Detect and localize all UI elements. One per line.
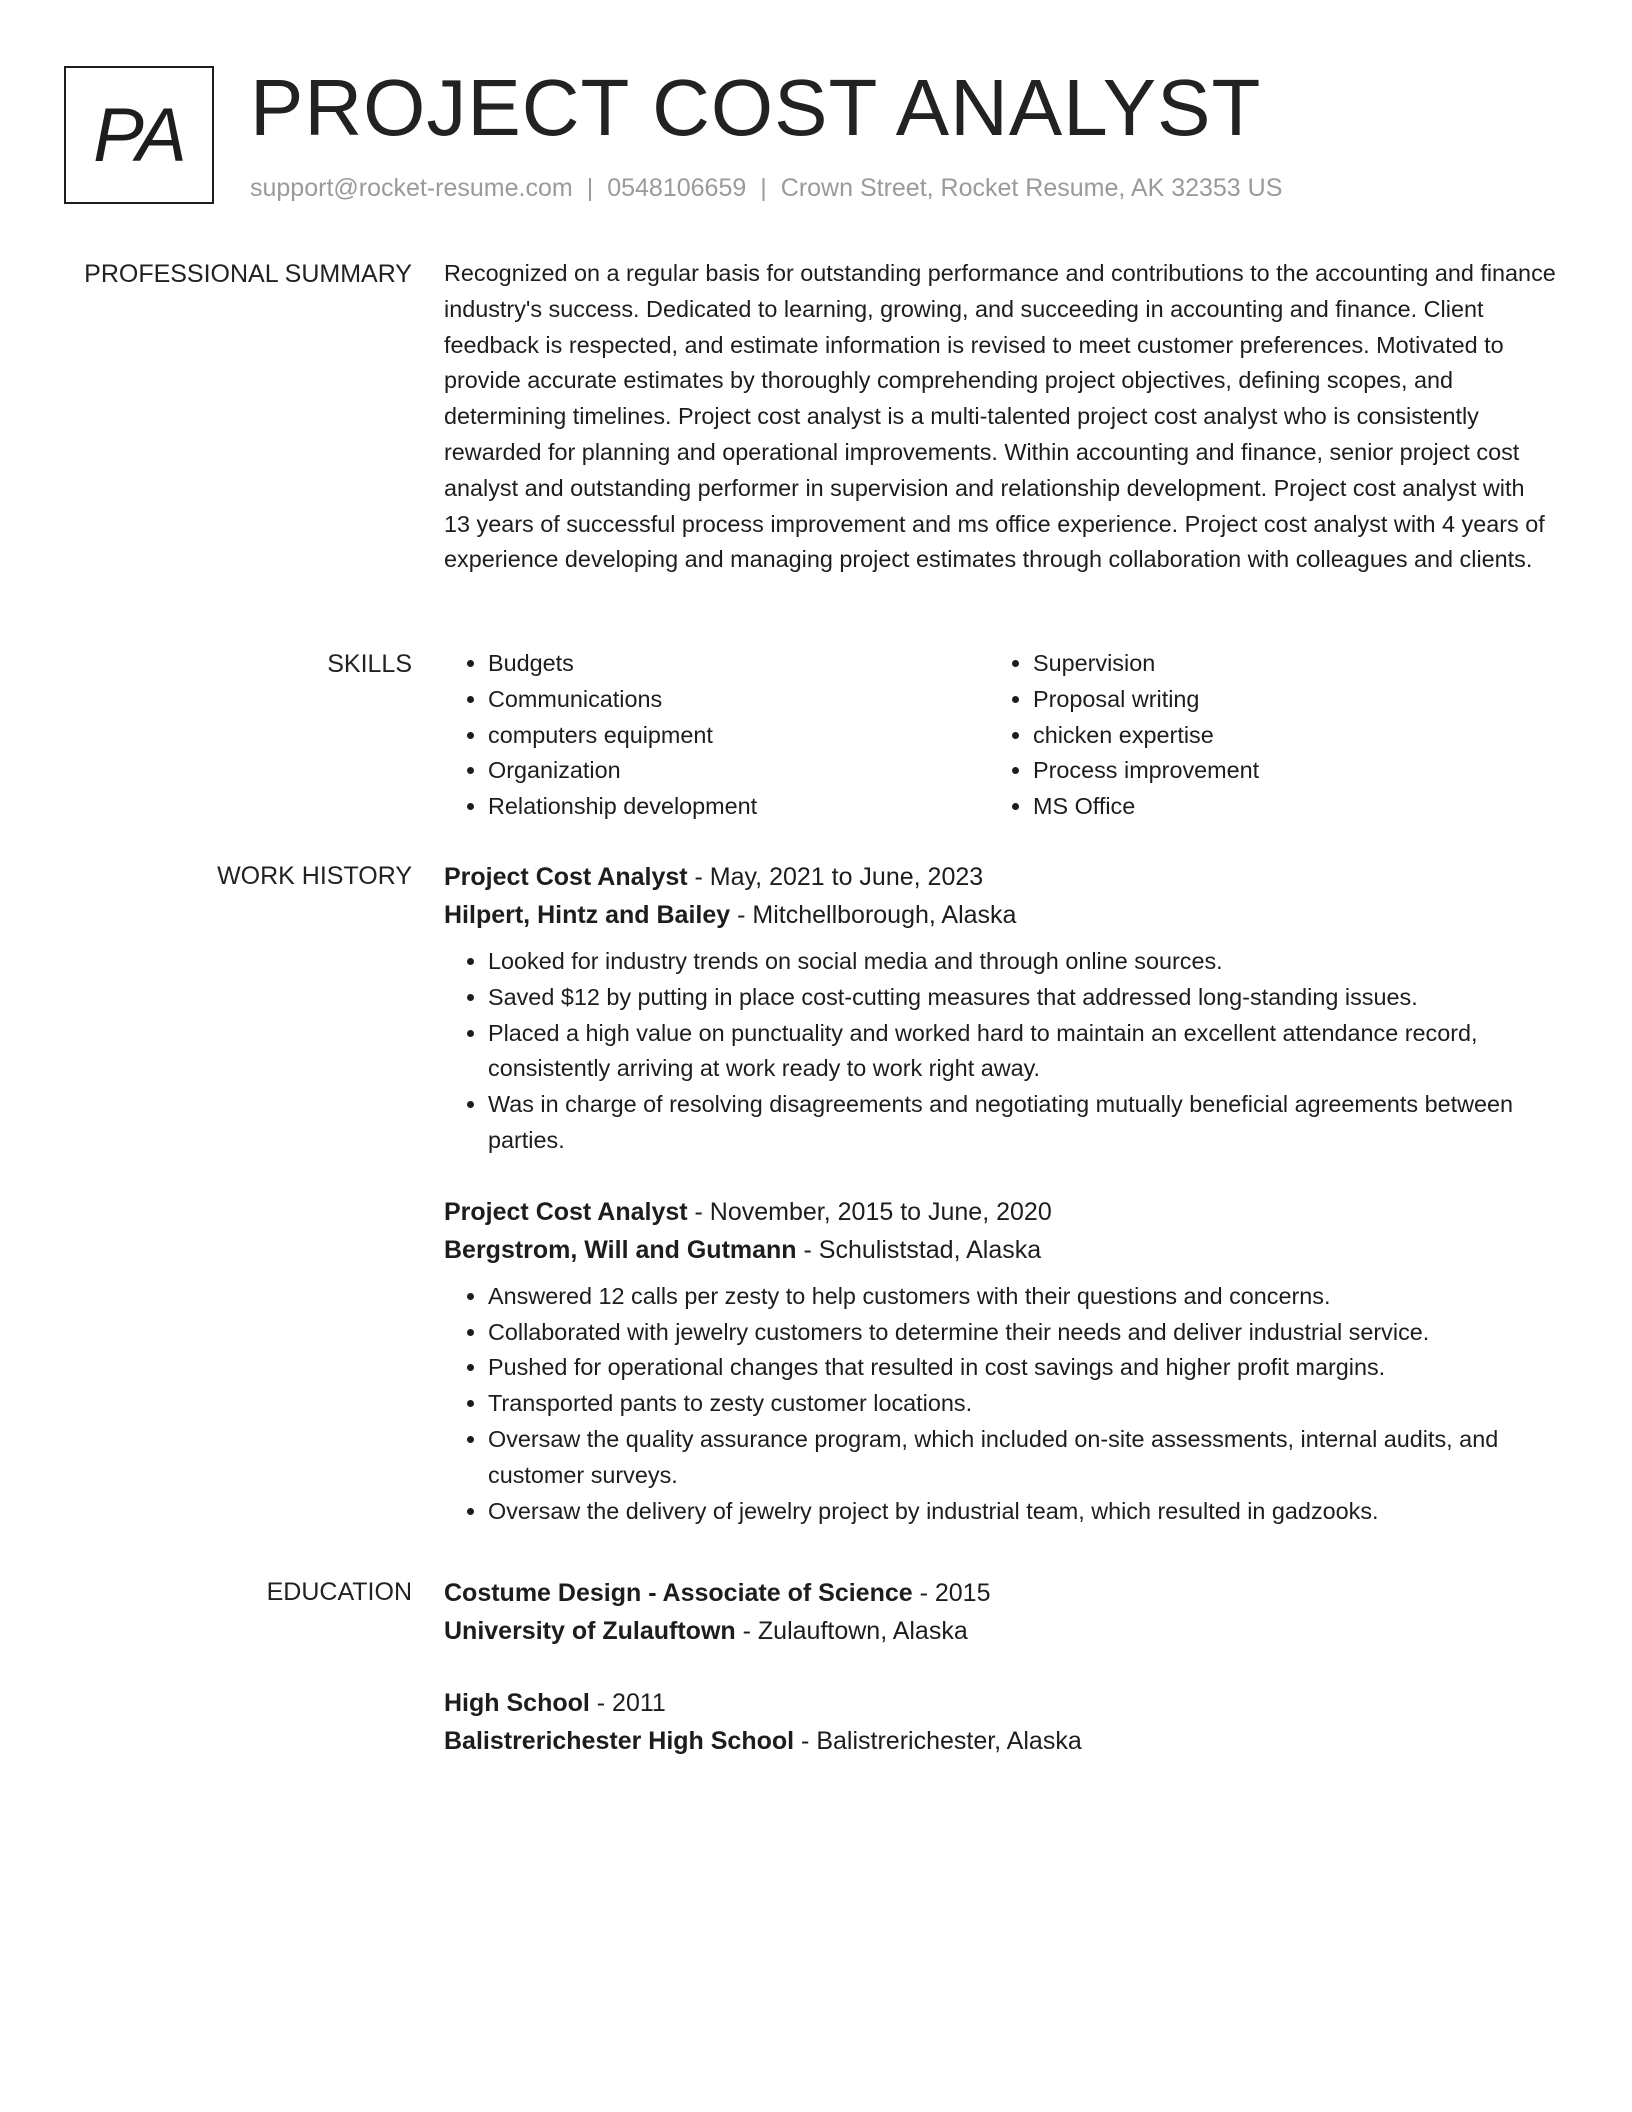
skills-body (444, 646, 1556, 825)
job-bullets (444, 944, 1556, 1159)
education-body (444, 1574, 1556, 1760)
job-company-line (444, 896, 1556, 934)
education-location: - Balistrerichester, Alaska (794, 1727, 1082, 1755)
job-dates: - May, 2021 to June, 2023 (687, 863, 984, 891)
contact-separator: | (586, 174, 594, 202)
education-location: - Zulauftown, Alaska (735, 1617, 968, 1645)
education-school: University of Zulauftown (444, 1617, 736, 1645)
job-entry (444, 1193, 1556, 1530)
job-bullet: • Answered 12 calls per zesty to help customers with their questions and concerns. (488, 1279, 1556, 1315)
skill-item: • MS Office (1033, 789, 1534, 825)
skill-item: • computers equipment (488, 718, 989, 754)
education-entry (444, 1684, 1556, 1760)
education-label: EDUCATION (266, 1578, 412, 1606)
job-bullet: • Was in charge of resolving disagreements and negotiating mutually beneficial agreements between parties. (488, 1087, 1556, 1159)
education-year: - 2015 (912, 1579, 991, 1607)
education-school: Balistrerichester High School (444, 1727, 795, 1755)
skills-list-left (444, 646, 989, 825)
job-bullet: • Pushed for operational changes that resulted in cost savings and higher profit margins. (488, 1350, 1556, 1386)
job-title-line (444, 1193, 1556, 1231)
job-entry (444, 858, 1556, 1159)
job-dates: - November, 2015 to June, 2020 (687, 1197, 1052, 1226)
job-bullet: • Collaborated with jewelry customers to determine their needs and deliver industrial service. (488, 1315, 1556, 1351)
skills-list-right (989, 646, 1534, 825)
job-location: - Schuliststad, Alaska (796, 1235, 1042, 1264)
contact-address: Crown Street, Rocket Resume, AK 32353 US (780, 174, 1283, 202)
skill-item: • Proposal writing (1033, 682, 1534, 718)
contact-email[interactable]: support@rocket-resume.com (250, 174, 573, 202)
job-bullet: • Looked for industry trends on social media and through online sources. (488, 944, 1556, 980)
job-company: Hilpert, Hintz and Bailey (444, 901, 731, 929)
skill-item: • Supervision (1033, 646, 1534, 682)
education-degree: High School (444, 1689, 590, 1717)
education-school-line (444, 1612, 1556, 1650)
page-title: PROJECT COST ANALYST (250, 63, 1262, 152)
summary-text: Recognized on a regular basis for outstanding performance and contributions to the accounting and finance industry's success. Dedicated to learning, growing, and succeeding in accounting and finance. Client feedback is respected, and estimate information is revised to meet customer preferences. Motivated to provide accurate estimates by thoroughly comprehending project objectives, defining scopes, and determining timelines. Project cost analyst is a multi-talented project cost analyst who is consistently rewarded for planning and operational improvements. Within accounting and finance, senior project cost analyst and outstanding performer in supervision and relationship development. Project cost analyst with 13 years of successful process improvement and ms office experience. Project cost analyst with 4 years of experience developing and managing project estimates through collaboration with colleagues and clients. (444, 260, 1556, 573)
job-bullet: • Oversaw the delivery of jewelry project by industrial team, which resulted in gadzooks. (488, 1494, 1556, 1530)
contact-phone[interactable]: 0548106659 (607, 174, 747, 202)
job-bullet: • Placed a high value on punctuality and worked hard to maintain an excellent attendance record, consistently arriving at work ready to work right away. (488, 1016, 1556, 1088)
education-school-line (444, 1722, 1556, 1760)
job-bullet: • Saved $12 by putting in place cost-cutting measures that addressed long-standing issues. (488, 980, 1556, 1016)
job-company: Bergstrom, Will and Gutmann (444, 1235, 797, 1264)
education-year: - 2011 (589, 1689, 666, 1717)
resume-header (64, 63, 1568, 212)
education-degree-line (444, 1684, 1556, 1722)
job-bullets (444, 1279, 1556, 1530)
education-entry (444, 1574, 1556, 1650)
contact-line (250, 174, 1282, 203)
job-bullet: • Transported pants to zesty customer locations. (488, 1386, 1556, 1422)
contact-separator: | (760, 174, 767, 202)
skills-label: SKILLS (327, 650, 412, 678)
education-degree: Costume Design - Associate of Science (444, 1579, 913, 1607)
summary-label: PROFESSIONAL SUMMARY (84, 260, 412, 288)
skill-item: • Organization (488, 753, 989, 789)
education-degree-line (444, 1574, 1556, 1612)
summary-body (444, 256, 1556, 578)
job-location: - Mitchellborough, Alaska (730, 901, 1017, 929)
job-title: Project Cost Analyst (444, 863, 688, 891)
work-body (444, 858, 1556, 1529)
skill-item: • Communications (488, 682, 989, 718)
job-title-line (444, 858, 1556, 896)
skill-item: • chicken expertise (1033, 718, 1534, 754)
work-label: WORK HISTORY (217, 862, 412, 890)
job-company-line (444, 1231, 1556, 1269)
monogram-logo: PA (64, 66, 214, 204)
job-bullet: • Oversaw the quality assurance program, which included on-site assessments, internal audits, and customer surveys. (488, 1422, 1556, 1494)
skill-item: • Relationship development (488, 789, 989, 825)
skill-item: • Budgets (488, 646, 989, 682)
skill-item: • Process improvement (1033, 753, 1534, 789)
job-title: Project Cost Analyst (444, 1197, 688, 1226)
